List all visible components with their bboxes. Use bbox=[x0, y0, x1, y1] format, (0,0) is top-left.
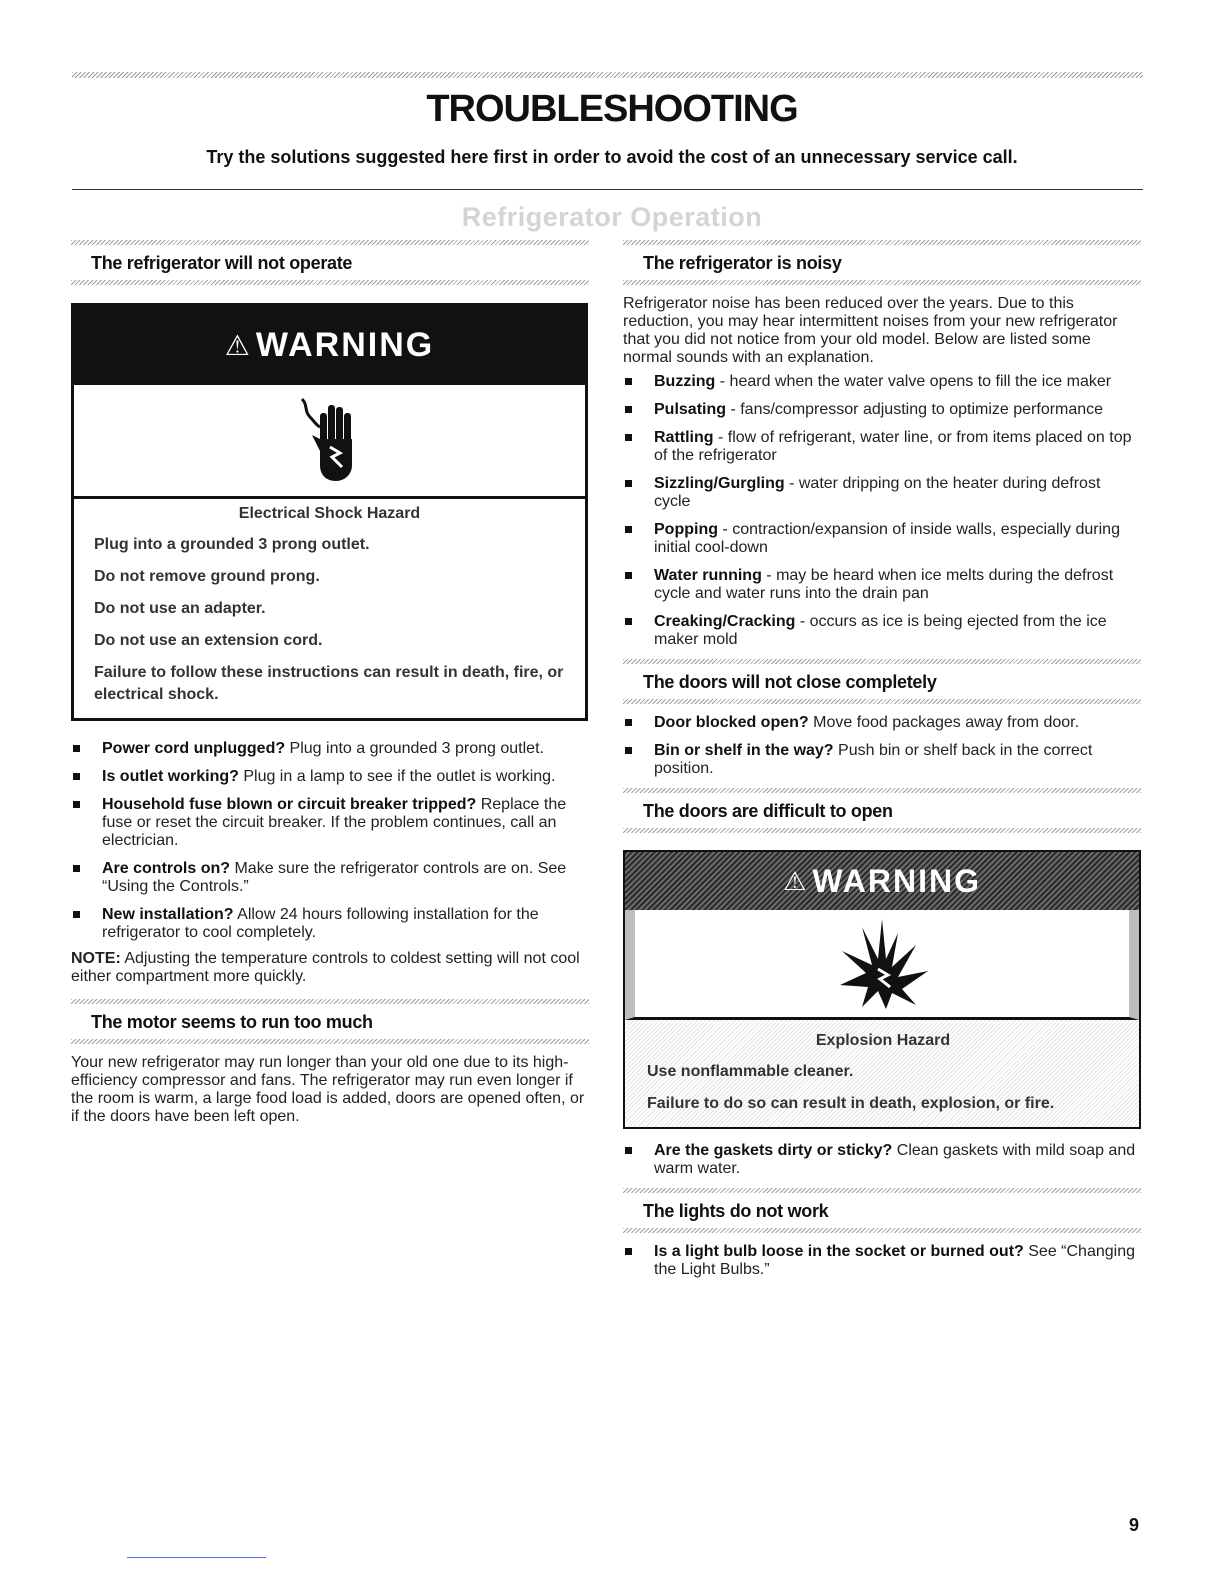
heading-lights: The lights do not work bbox=[643, 1201, 829, 1221]
bullet-square-icon bbox=[625, 378, 632, 385]
list-item bbox=[71, 860, 589, 896]
bullet-square-icon bbox=[625, 1248, 632, 1255]
bullet-square-icon bbox=[625, 572, 632, 579]
title-divider bbox=[72, 189, 1143, 190]
heading-doors-close: The doors will not close completely bbox=[643, 672, 937, 692]
hazard-name: Electrical Shock Hazard bbox=[238, 505, 421, 522]
bullet-square-icon bbox=[625, 434, 632, 441]
hatch-divider bbox=[623, 828, 1141, 833]
bullet-text: - contraction/expansion of inside walls, especially during initial cool-down bbox=[654, 521, 1120, 556]
bullet-bold-label: Are controls on? bbox=[102, 860, 231, 877]
bullet-text: Move food packages away from door. bbox=[808, 714, 1080, 731]
note-label: NOTE: bbox=[71, 950, 121, 967]
bullet-text: - fans/compressor adjusting to optimize performance bbox=[726, 401, 1104, 418]
bullet-square-icon bbox=[73, 911, 80, 918]
note-text: Adjusting the temperature controls to coldest setting will not cool either compartment more quickly. bbox=[71, 950, 580, 985]
noisy-intro: Refrigerator noise has been reduced over the years. Due to this reduction, you may hear intermittent noises from your new refrigerator that you did not notice from your old model. Below are listed some normal sounds with an explanation. bbox=[623, 295, 1118, 366]
bullet-square-icon bbox=[73, 773, 80, 780]
warning-body bbox=[625, 1020, 1139, 1127]
bullet-bold-label: Power cord unplugged? bbox=[102, 740, 286, 757]
bullet-bold-label: Water running bbox=[654, 567, 762, 584]
warning-line: Failure to follow these instructions can result in death, fire, or electrical shock. bbox=[94, 664, 564, 703]
warning-title: WARNING bbox=[812, 862, 981, 899]
list-item bbox=[623, 1142, 1141, 1178]
heading-not-operate: The refrigerator will not operate bbox=[91, 253, 353, 273]
list-item bbox=[623, 521, 1141, 557]
list-item bbox=[623, 742, 1141, 778]
bullet-bold-label: Sizzling/Gurgling bbox=[654, 475, 785, 492]
warning-banner bbox=[625, 852, 1139, 910]
hatch-divider bbox=[71, 1039, 589, 1044]
bullet-text: - heard when the water valve opens to fill the ice maker bbox=[715, 373, 1112, 390]
bullet-bold-label: Are the gaskets dirty or sticky? bbox=[654, 1142, 893, 1159]
section-title: Refrigerator Operation bbox=[461, 202, 763, 232]
list-item bbox=[623, 714, 1141, 732]
bullet-bold-label: Bin or shelf in the way? bbox=[654, 742, 834, 759]
list-item bbox=[623, 475, 1141, 511]
lights-list bbox=[623, 1243, 1141, 1279]
bullet-bold-label: Rattling bbox=[654, 429, 714, 446]
warning-triangle-icon: ⚠ bbox=[783, 865, 809, 896]
heading-noisy: The refrigerator is noisy bbox=[643, 253, 842, 273]
bullet-square-icon bbox=[625, 406, 632, 413]
bullet-text: Make sure the refrigerator controls are on. See “Using the Controls.” bbox=[102, 860, 567, 895]
doors-open-list bbox=[623, 1142, 1141, 1178]
bullet-text: Clean gaskets with mild soap and warm water. bbox=[654, 1142, 1136, 1177]
warning-line: Failure to do so can result in death, explosion, or fire. bbox=[647, 1095, 1055, 1112]
bullet-bold-label: Is a light bulb loose in the socket or burned out? bbox=[654, 1243, 1024, 1260]
hatch-divider bbox=[623, 699, 1141, 704]
list-item bbox=[623, 401, 1141, 419]
bullet-text: Plug into a grounded 3 prong outlet. bbox=[285, 740, 544, 757]
bullet-text: - may be heard when ice melts during the defrost cycle and water runs into the drain pan bbox=[654, 567, 1114, 602]
heading-doors-open: The doors are difficult to open bbox=[643, 801, 893, 821]
not-operate-list bbox=[71, 740, 589, 942]
warning-line: Plug into a grounded 3 prong outlet. bbox=[94, 536, 370, 553]
bullet-bold-label: Buzzing bbox=[654, 373, 716, 390]
footer-line bbox=[127, 1557, 266, 1558]
warning-line: Do not use an extension cord. bbox=[94, 632, 323, 649]
explosion-warning-box bbox=[623, 850, 1141, 1129]
bullet-bold-label: Household fuse blown or circuit breaker tripped? bbox=[102, 796, 477, 813]
warning-line: Do not remove ground prong. bbox=[94, 568, 320, 585]
bullet-text: - water dripping on the heater during defrost cycle bbox=[654, 475, 1101, 510]
bullet-text: Allow 24 hours following installation for the refrigerator to cool completely. bbox=[102, 906, 539, 941]
warning-title: WARNING bbox=[255, 326, 435, 364]
warning-triangle-icon: ⚠ bbox=[224, 330, 252, 361]
bullet-square-icon bbox=[73, 801, 80, 808]
list-item bbox=[623, 373, 1141, 391]
shock-icon-area bbox=[74, 385, 585, 499]
bullet-square-icon bbox=[73, 745, 80, 752]
doors-close-list bbox=[623, 714, 1141, 778]
list-item bbox=[623, 613, 1141, 649]
list-item bbox=[71, 796, 589, 850]
list-item bbox=[623, 1243, 1141, 1279]
bullet-square-icon bbox=[625, 480, 632, 487]
page-title: TROUBLESHOOTING bbox=[426, 88, 798, 130]
list-item bbox=[71, 740, 589, 758]
warning-banner bbox=[74, 306, 585, 385]
bullet-square-icon bbox=[625, 719, 632, 726]
electric-shock-hand-icon bbox=[298, 395, 362, 487]
bullet-bold-label: Creaking/Cracking bbox=[654, 613, 796, 630]
bullet-square-icon bbox=[625, 1147, 632, 1154]
list-item bbox=[623, 429, 1141, 465]
warning-line: Do not use an adapter. bbox=[94, 600, 266, 617]
bullet-square-icon bbox=[625, 526, 632, 533]
right-column bbox=[623, 240, 1141, 1289]
bullet-text: - flow of refrigerant, water line, or from items placed on top of the refrigerator bbox=[654, 429, 1132, 464]
bullet-square-icon bbox=[73, 865, 80, 872]
list-item bbox=[623, 567, 1141, 603]
note-paragraph bbox=[71, 950, 589, 986]
hatch-divider bbox=[623, 1228, 1141, 1233]
bullet-bold-label: New installation? bbox=[102, 906, 234, 923]
top-hatch-bar bbox=[72, 72, 1143, 78]
explosion-icon bbox=[832, 919, 932, 1009]
heading-motor: The motor seems to run too much bbox=[91, 1012, 373, 1032]
bullet-text: Replace the fuse or reset the circuit breaker. If the problem continues, call an electrician. bbox=[102, 796, 567, 849]
warning-line: Use nonflammable cleaner. bbox=[647, 1063, 854, 1080]
bullet-text: - occurs as ice is being ejected from the ice maker mold bbox=[654, 613, 1107, 648]
bullet-bold-label: Door blocked open? bbox=[654, 714, 809, 731]
explosion-icon-area bbox=[625, 910, 1139, 1020]
warning-body bbox=[74, 499, 585, 718]
bullet-bold-label: Is outlet working? bbox=[102, 768, 239, 785]
hazard-name: Explosion Hazard bbox=[815, 1032, 951, 1049]
list-item bbox=[71, 768, 589, 786]
bullet-text: Push bin or shelf back in the correct position. bbox=[654, 742, 1093, 777]
left-column bbox=[71, 240, 589, 1126]
bullet-square-icon bbox=[625, 618, 632, 625]
bullet-square-icon bbox=[625, 747, 632, 754]
noisy-list bbox=[623, 373, 1141, 649]
list-item bbox=[71, 906, 589, 942]
page-number: 9 bbox=[1129, 1515, 1140, 1535]
hatch-divider bbox=[71, 280, 589, 285]
bullet-bold-label: Pulsating bbox=[654, 401, 727, 418]
electrical-warning-box bbox=[71, 303, 588, 721]
page-subtitle: Try the solutions suggested here first in order to avoid the cost of an unnecessary service call. bbox=[206, 147, 1018, 167]
hatch-divider bbox=[623, 280, 1141, 285]
bullet-text: Plug in a lamp to see if the outlet is working. bbox=[238, 768, 556, 785]
bullet-bold-label: Popping bbox=[654, 521, 718, 538]
motor-paragraph: Your new refrigerator may run longer than your old one due to its high-efficiency compressor and fans. The refrigerator may run even longer if the room is warm, a large food load is added, doors are opened often, or if the doors have been left open. bbox=[71, 1054, 585, 1125]
bullet-text: See “Changing the Light Bulbs.” bbox=[654, 1243, 1135, 1278]
